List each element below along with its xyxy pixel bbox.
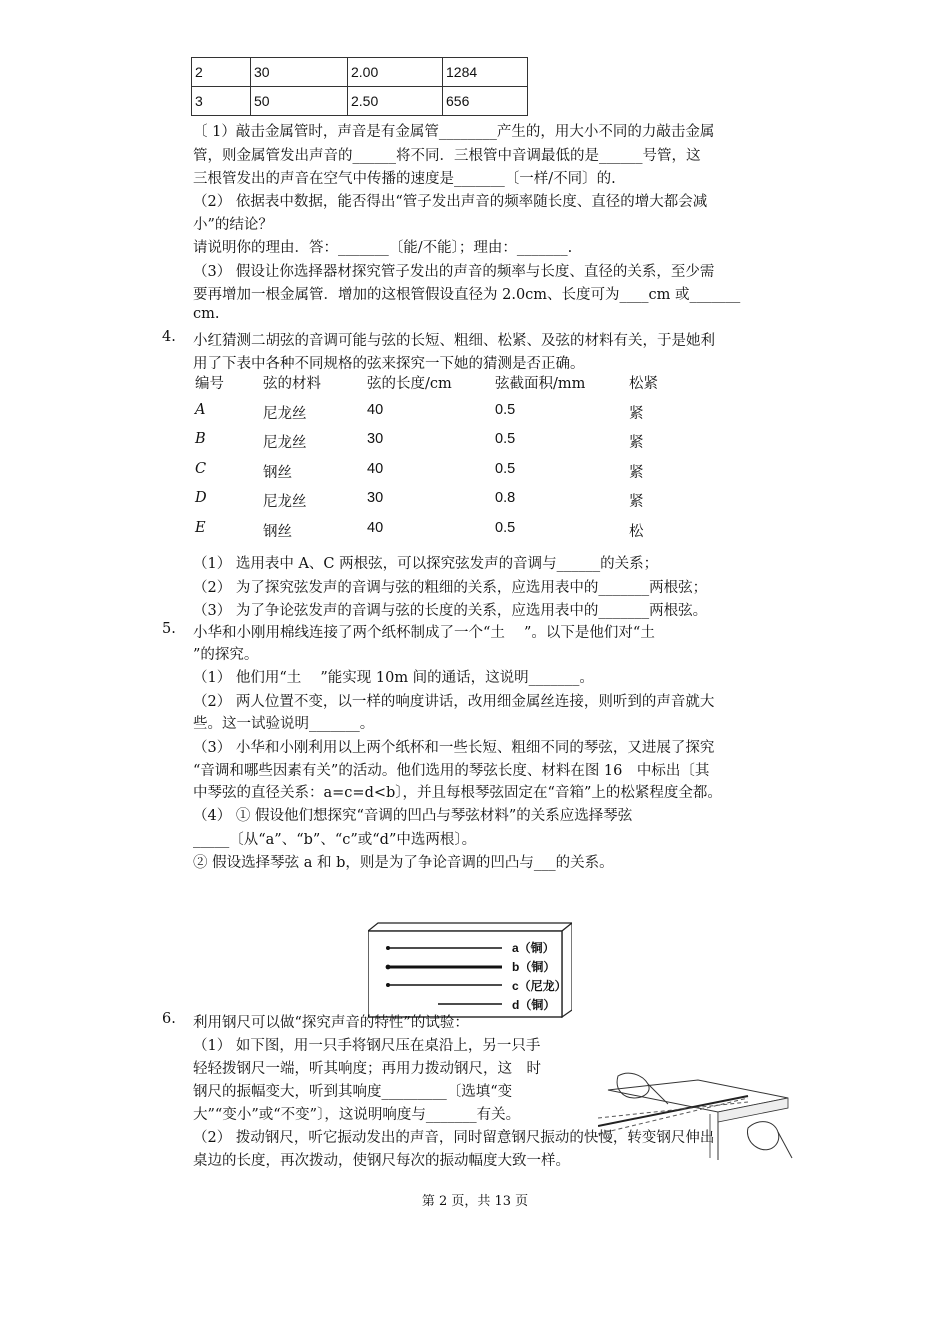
q3-line: （2） 依据表中数据，能否得出“管子发出声音的频率随长度、直径的增大都会减: [193, 194, 708, 210]
table-cell: 0.8: [495, 490, 516, 506]
string-label-a: a（铜）: [512, 941, 555, 955]
table-row: [192, 87, 528, 116]
q6-line: （1） 如下图，用一只手将钢尺压在桌沿上，另一只手: [193, 1038, 541, 1054]
string-label-c: c（尼龙）: [512, 979, 567, 993]
q5-line: （2） 两人位置不变，以一样的响度讲话，改用细金属丝连接，则听到的声音就大: [193, 694, 715, 710]
page-footer: 第 2 页，共 13 页: [421, 1194, 529, 1209]
q6-line: （2） 拨动钢尺，听它振动发出的声音，同时留意钢尺振动的快慢，转变钢尺伸出: [193, 1130, 715, 1146]
q4-question: （2） 为了探究弦发声的音调与弦的粗细的关系，应选用表中的_______两根弦；: [193, 580, 708, 596]
q3-line: 小”的结论？: [193, 217, 273, 233]
q6-line: 桌边的长度，再次拨动，使钢尺每次的振动幅度大致一样。: [193, 1153, 570, 1169]
q4-question: （1） 选用表中 A、C 两根弦，可以探究弦发声的音调与______的关系；: [193, 556, 659, 572]
table-cell: 2.00: [348, 58, 443, 87]
table-cell: 30: [251, 58, 348, 87]
table-cell: 40: [367, 401, 384, 418]
q5-line: 小华和小刚用棉线连接了两个纸杯制成了一个“土 ”。以下是他们对“土: [193, 625, 655, 641]
table-cell: 尼龙丝: [263, 405, 307, 422]
q5-line: （4） ① 假设他们想探究“音调的凹凸与琴弦材料”的关系应选择琴弦: [193, 808, 633, 824]
table-cell: 30: [367, 431, 384, 447]
q5-line: “音调和哪些因素有关”的活动。他们选用的琴弦长度、材料在图 16 中标出〔其: [193, 763, 710, 779]
table-cell: 紧: [629, 464, 644, 481]
table-cell: C: [195, 460, 207, 477]
q3-line: （3） 假设让你选择器材探究管子发出的声音的频率与长度、直径的关系，至少需: [193, 264, 715, 280]
col-header: 编号: [195, 376, 224, 392]
question-number: 5.: [162, 621, 176, 637]
q3-line: 要再增加一根金属管．增加的这根管假设直径为 2.0cm、长度可为____cm 或_______: [193, 287, 741, 303]
table-cell: 1284: [443, 58, 528, 87]
q5-line: ”的探究。: [193, 647, 259, 663]
q5-line: 些。这一试验说明_______。: [193, 716, 375, 732]
q3-line: 管，则金属管发出声音的______将不同．三根管中音调最低的是______号管，这: [193, 148, 701, 164]
table-cell: 尼龙丝: [263, 435, 307, 451]
table-cell: 松: [629, 523, 644, 540]
table-cell: 30: [367, 490, 384, 506]
q5-line: （1） 他们用“土 ”能实现 10m 间的通话，这说明_______。: [193, 670, 594, 686]
table-cell: B: [195, 431, 206, 447]
q3-line: 〔 1）敲击金属管时，声音是有金属管________产生的，用大小不同的力敲击金属: [193, 124, 715, 140]
table-cell: 3: [192, 87, 251, 116]
q4-question: （3） 为了争论弦发声的音调与弦的长度的关系，应选用表中的_______两根弦。: [193, 603, 708, 619]
ruler-figure: [598, 1068, 794, 1164]
string-figure: [368, 922, 572, 1018]
string-label-d: d（铜）: [512, 998, 556, 1012]
table-cell: 紧: [629, 435, 644, 451]
table-cell: 0.5: [495, 401, 516, 418]
table-cell: 0.5: [495, 460, 516, 477]
table-cell: 紧: [629, 494, 644, 510]
table-cell: 尼龙丝: [263, 494, 307, 510]
table-cell: 40: [367, 519, 384, 536]
pipe-data-table: [191, 57, 528, 116]
q4-intro: 用了下表中各种不同规格的弦来探究一下她的猜测是否正确。: [193, 356, 585, 372]
ruler-on-desk-drawing: [598, 1068, 794, 1164]
col-header: 弦截面积/mm: [495, 376, 586, 392]
q3-line: cm.: [193, 306, 220, 322]
table-cell: 656: [443, 87, 528, 116]
q5-line: ② 假设选择琴弦 a 和 b，则是为了争论音调的凹凸与___的关系。: [193, 855, 614, 871]
q6-line: 利用钢尺可以做“探究声音的特性”的试验：: [193, 1015, 469, 1031]
question-number: 6.: [162, 1011, 176, 1027]
col-header: 松紧: [629, 376, 658, 392]
q3-line: 请说明你的理由．答：_______〔能/不能〕；理由：_______.: [193, 240, 573, 256]
table-cell: A: [195, 401, 206, 418]
string-label-b: b（铜）: [512, 960, 556, 974]
table-cell: 50: [251, 87, 348, 116]
table-cell: 钢丝: [263, 523, 292, 540]
q3-line: 三根管发出的声音在空气中传播的速度是_______〔一样/不同〕的.: [193, 171, 616, 187]
table-cell: 钢丝: [263, 464, 292, 481]
q6-line: 大”“变小”或“不变”〕，这说明响度与_______有关。: [193, 1107, 521, 1123]
col-header: 弦的材料: [263, 376, 321, 392]
q6-line: 钢尺的振幅变大，听到其响度_________〔选填“变: [193, 1084, 513, 1100]
q5-line: （3） 小华和小刚利用以上两个纸杯和一些长短、粗细不同的琴弦，又进展了探究: [193, 740, 715, 756]
table-cell: E: [195, 519, 206, 536]
table-cell: 紧: [629, 405, 644, 422]
col-header: 弦的长度/cm: [367, 376, 452, 392]
q6-line: 轻轻拨钢尺一端，听其响度；再用力拨动钢尺，这 时: [193, 1061, 541, 1077]
q5-line: 中琴弦的直径关系：a=c=d<b〕，并且每根琴弦固定在“音箱”上的松紧程度全都。: [193, 785, 722, 801]
q4-intro: 小红猜测二胡弦的音调可能与弦的长短、粗细、松紧、及弦的材料有关，于是她利: [193, 333, 715, 349]
table-cell: 40: [367, 460, 384, 477]
table-cell: D: [195, 490, 207, 506]
table-cell: 2: [192, 58, 251, 87]
table-cell: 0.5: [495, 431, 516, 447]
table-row: [192, 58, 528, 87]
table-cell: 0.5: [495, 519, 516, 536]
question-number: 4.: [162, 329, 176, 345]
table-cell: 2.50: [348, 87, 443, 116]
q5-line: _____〔从“a”、“b”、“c”或“d”中选两根〕。: [193, 832, 477, 848]
